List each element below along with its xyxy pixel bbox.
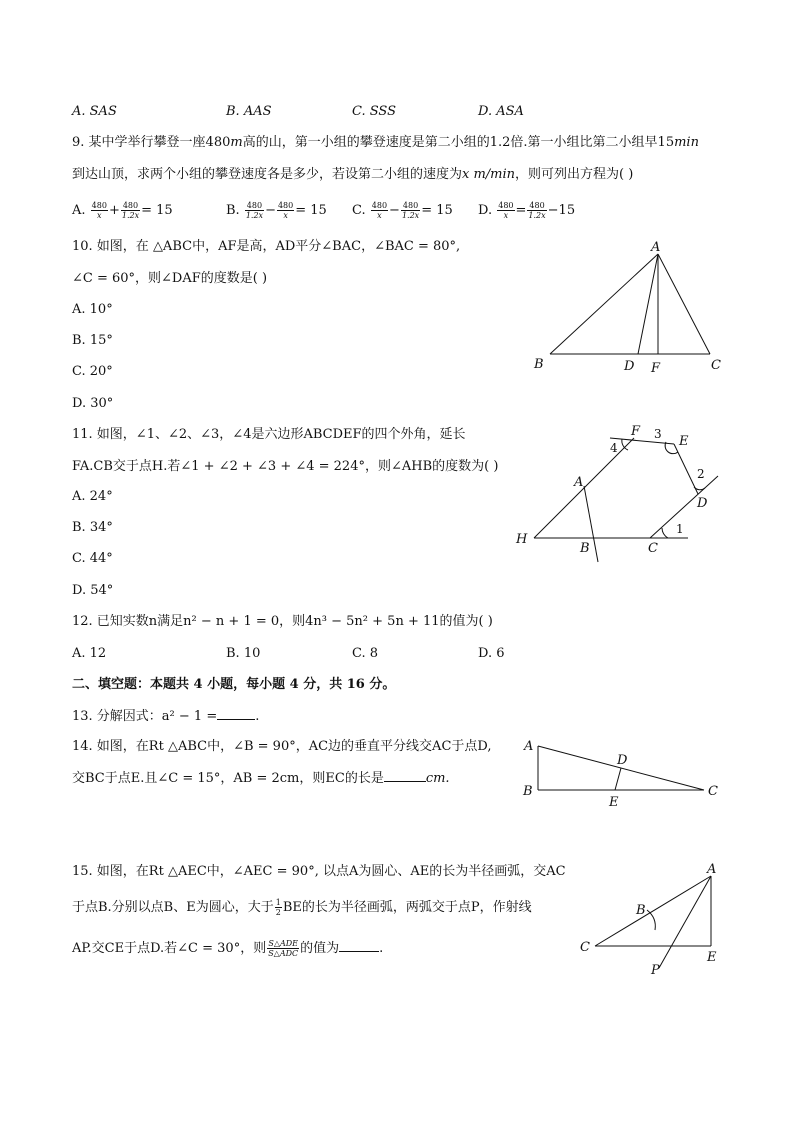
q10-side-ab [550,254,658,354]
q12-option-b: B. 10 [226,646,261,661]
q10-label-a: A [651,240,661,255]
q15-line-2: 于点B.分别以点B、E为圆心，大于 $\frac{1}{2}$ BE的长为半径画弧，两弧交于点P，作射线 [72,898,532,917]
q13-answer-blank[interactable] [217,707,255,720]
q15-label-p: P [651,963,660,978]
q11-hexagon-figure [510,420,720,570]
q14-label-c: C [708,784,718,799]
q15-answer-blank[interactable] [339,939,379,952]
q12-option-a: A. 12 [72,646,107,661]
q15-triangle-figure [575,858,745,988]
q10-line-2: ∠C = 60°，则∠DAF的度数是( ) [72,271,268,286]
q11-line-2: FA.CB交于点H.若∠1 + ∠2 + ∠3 + ∠4 = 224°，则∠AHB的度数为( ) [72,459,499,474]
q11-option-d: D. 54° [72,583,114,598]
q10-option-d: D. 30° [72,396,114,411]
q12-option-d: D. 6 [478,646,505,661]
q14-line-2: 交BC于点E.且∠C = 15°，AB = 2cm，则EC的长是 cm. [72,771,450,786]
q8-option-d: D. ASA [478,104,524,119]
q15-ray-ap [659,876,711,968]
q11-label-a: A [574,475,584,490]
q11-label-c: C [648,541,658,556]
q10-label-d: D [624,359,635,374]
q15-line-3: AP.交CE于点D.若∠C = 30°，则 $\frac{\text{S△ADE}}{\text{S△ADC}}$ 的值为 . [72,939,384,958]
q10-bisector-ad [638,254,658,354]
q9-option-a: A. $\frac{480}{x}$ + $\frac{480}{1.2x}$ = 15 [72,201,173,220]
q10-option-b: B. 15° [72,333,113,348]
q9-line-2: 到达山顶，求两个小组的攀登速度各是多少，若设第二小组的速度为x m/min，则可列出方程为( ) [72,167,634,182]
q10-line-1: 10. 如图，在 △ABC中，AF是高，AD平分∠BAC，∠BAC = 80°, [72,239,461,254]
q11-line-fe [610,438,674,444]
q8-option-b: B. AAS [226,104,272,119]
q14-label-d: D [617,753,628,768]
q11-label-angle-3: 3 [654,427,662,441]
q14-line-1: 14. 如图，在Rt △ABC中，∠B = 90°，AC边的垂直平分线交AC于点D, [72,739,492,754]
q10-label-f: F [651,361,661,376]
q15-label-c: C [580,940,590,955]
q15-label-a: A [707,862,717,877]
q14-triangle-figure [520,738,730,808]
q11-line-1: 11. 如图，∠1、∠2、∠3，∠4是六边形ABCDEF的四个外角，延长 [72,427,466,442]
q11-label-angle-2: 2 [697,467,705,481]
q11-label-h: H [516,532,528,547]
q14-label-a: A [524,739,534,754]
q11-label-e: E [679,434,689,449]
q11-label-angle-1: 1 [676,522,684,536]
section-2-title: 二、填空题：本题共 4 小题，每小题 4 分，共 16 分。 [72,677,396,692]
q11-line-dc-extended [650,476,718,538]
q14-label-e: E [609,795,619,810]
q14-answer-blank[interactable] [384,769,426,782]
q14-label-b: B [523,784,533,799]
q8-option-c: C. SSS [352,104,397,119]
q11-option-b: B. 34° [72,520,113,535]
q11-option-c: C. 44° [72,551,113,566]
q9-option-b: B. $\frac{480}{1.2x}$ − $\frac{480}{x}$ = 15 [226,201,327,220]
q11-option-a: A. 24° [72,489,113,504]
q13-line: 13. 分解因式：a² − 1 = . [72,709,260,724]
q10-triangle-figure [528,240,728,376]
q9-option-c: C. $\frac{480}{x}$ − $\frac{480}{1.2x}$ = 15 [352,201,453,220]
q14-perp-bisector-de [615,768,621,790]
q11-label-b: B [580,541,590,556]
q15-line-1: 15. 如图，在Rt △AEC中，∠AEC = 90°, 以点A为圆心、AE的长为半径画弧，交AC [72,864,566,879]
q11-label-f: F [631,424,641,439]
q11-arc-1 [662,528,668,538]
q10-label-c: C [711,358,721,373]
q10-label-b: B [534,357,544,372]
q15-arc-b [647,910,655,930]
q10-option-a: A. 10° [72,302,113,317]
q11-line-ed [674,444,698,494]
q15-side-ac [595,876,711,946]
q9-option-d: D. $\frac{480}{x}$ = $\frac{480}{1.2x}$ −15 [478,201,576,220]
q15-label-b: B [636,903,646,918]
q10-option-c: C. 20° [72,364,113,379]
q9-line-1: 9. 某中学举行攀登一座480m高的山，第一小组的攀登速度是第二小组的1.2倍.第一小组比第二小组早15min [72,135,699,150]
q10-side-ac [658,254,710,354]
q11-label-d: D [697,496,708,511]
q11-label-angle-4: 4 [610,441,618,455]
q8-option-a: A. SAS [72,104,117,119]
q15-label-e: E [707,950,717,965]
q12-line-1: 12. 已知实数n满足n² − n + 1 = 0，则4n³ − 5n² + 5n + 11的值为( ) [72,614,493,629]
q12-option-c: C. 8 [352,646,379,661]
